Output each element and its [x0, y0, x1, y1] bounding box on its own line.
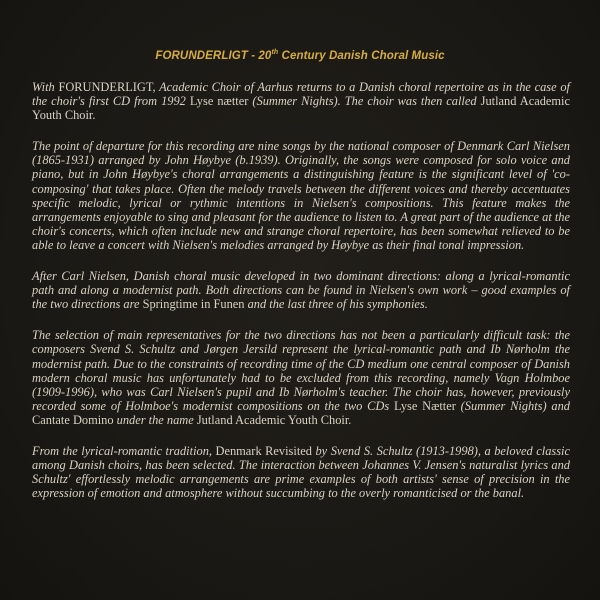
paragraph [32, 444, 570, 500]
text-run: by Svend S. Schultz (1913-1998), a beloved classic among Danish choirs, has been selected. The interaction between Johannes V. Jensen's naturalist lyrics and Schultz' effortlessly melodic arrangements are prime examples of both artists' sense of precision in the expression of emotion and atmosphere without succumbing to the overly romanticised or the banal. [32, 443, 570, 501]
text-run: After Carl Nielsen, Danish choral music developed in two dominant directions: along a lyrical-romantic path and along a modernist path. Both directions can be found in Nielsen's own work – good examples of the two directions are [32, 269, 570, 312]
title-reference: Jutland Academic Youth Choir. [196, 412, 352, 427]
paragraph [32, 139, 570, 252]
title-rest: Century Danish Choral Music [278, 49, 445, 62]
text-run: and the last three of his symphonies. [244, 297, 428, 312]
text-run: (Summer Nights) and [455, 398, 570, 413]
title-reference: Springtime in Funen [142, 297, 245, 312]
text-run: (Summer Nights). The choir was then called [248, 94, 481, 109]
text-run: Academic Choir of Aarhus returns to a Danish choral repertoire as in the case of the choir's first CD from 1992 [32, 80, 570, 109]
text-run: With [32, 80, 59, 94]
page-title [0, 49, 600, 62]
paragraph [32, 269, 570, 311]
text-run: From the lyrical-romantic tradition, [32, 443, 216, 458]
title-reference: Jutland Academic Youth Choir. [32, 94, 570, 123]
title-main: FORUNDERLIGT - 20 [155, 49, 272, 62]
title-ordinal-suffix: th [271, 49, 279, 56]
title-reference: Cantate Domino [32, 412, 114, 427]
title-reference: Lyse nætter [189, 94, 249, 109]
title-reference: Denmark Revisited [215, 443, 312, 458]
title-reference: FORUNDERLIGT, [58, 80, 156, 94]
text-run: The selection of main representatives for the two directions has not been a particularly difficult task: the composers Svend S. Schultz and Jørgen Jersild represent the lyrical-romantic path and Ib Nørholm the modernist path. Due to the constraints of recording time of the CD medium one central composer of Danish modern choral music has unfortunately had to be excluded from this recording, namely Vagn Holmboe (1909-1996), who was Carl Nielsen's pupil and Ib Nørholm's teacher. The choir has, however, previously recorded some of Holmboe's modernist compositions on the two CDs [32, 328, 570, 413]
paragraph [32, 328, 570, 427]
text-run: The point of departure for this recording are nine songs by the national composer of Denmark Carl Nielsen (1865-1931) arranged by John Høybye (b.1939). Originally, the songs were composed for solo voice and piano, but in John Høybye's choral arrangements a distinguishing feature is the significant level of 'co-composing' that takes place. Often the melody travels between the different voices and thereby accentuates specific melodic, lyrical or rythmic intentions in Nielsen's compositions. This feature makes the arrangements enjoyable to sing and pleasant for the audience to listen to. A great part of the audience at the choir's concerts, which often include new and strange choral repertoire, has been somewhat relieved to be able to leave a concert with Nielsen's melodies arranged by Høybye as their final tonal impression. [32, 139, 570, 252]
text-run: under the name [113, 412, 197, 427]
body-text [32, 80, 570, 517]
paragraph [32, 80, 570, 122]
title-reference: Lyse Nætter [393, 398, 456, 413]
